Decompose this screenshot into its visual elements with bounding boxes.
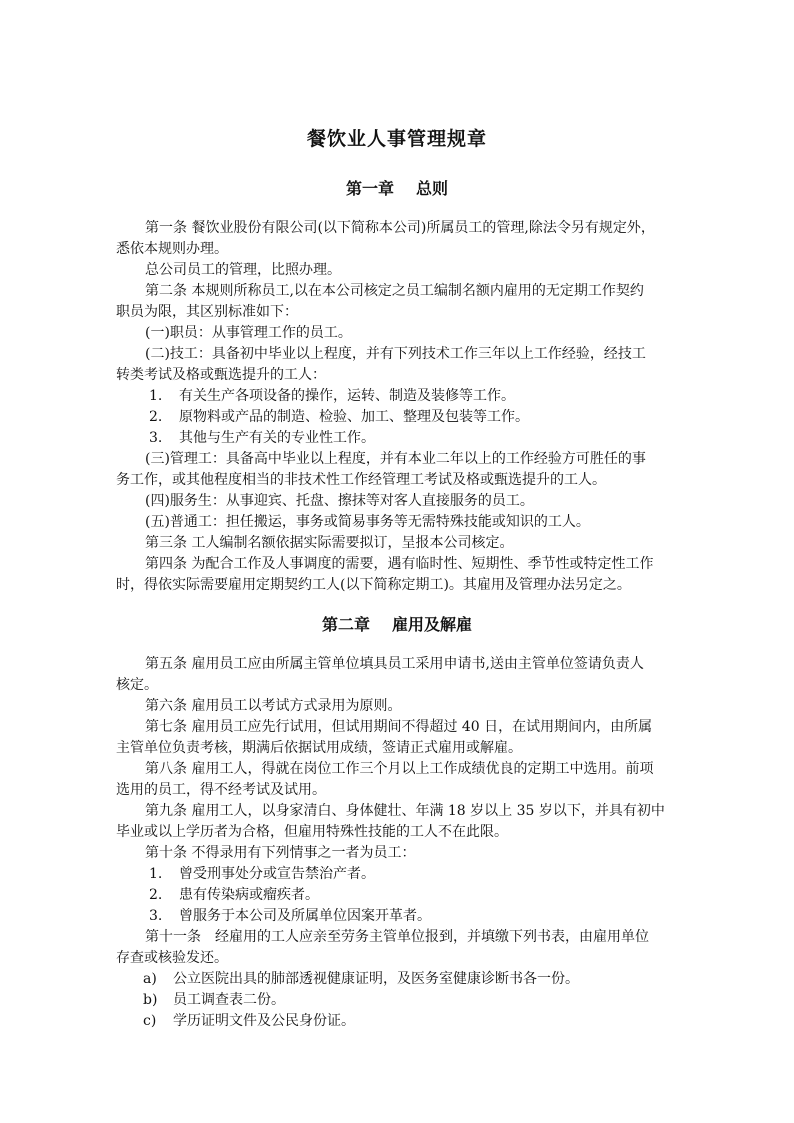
paragraph-line: (五)普通工：担任搬运，事务或简易事务等无需特殊技能或知识的工人。 bbox=[145, 514, 590, 530]
list-item-text: 其他与生产有关的专业性工作。 bbox=[179, 430, 375, 446]
paragraph-line: (二)技工：具备初中毕业以上程度，并有下列技术工作三年以上工作经验，经技工 bbox=[145, 346, 646, 362]
paragraph-line: 第三条 工人编制名额依据实际需要拟订，呈报本公司核定。 bbox=[145, 535, 514, 551]
paragraph-line: 务工作，或其他程度相当的非技术性工作经管理工考试及格或甄选提升的工人。 bbox=[116, 472, 606, 488]
paragraph-line: 存查或核验发还。 bbox=[116, 950, 228, 966]
list-item bbox=[116, 407, 722, 428]
list-number: 3. bbox=[149, 908, 163, 924]
paragraph-line: 第五条 雇用员工应由所属主管单位填具员工采用申请书,送由主管单位签请负责人 bbox=[145, 656, 644, 672]
list-number: 1. bbox=[149, 866, 163, 882]
list-item-text: 学历证明文件及公民身份证。 bbox=[173, 1013, 355, 1029]
list-item-text: 曾受刑事处分或宣告禁治产者。 bbox=[179, 866, 375, 882]
paragraph-line: 悉依本规则办理。 bbox=[116, 241, 228, 257]
chapter-1-name: 总则 bbox=[416, 179, 449, 198]
chapter-1-number: 第一章 bbox=[345, 179, 394, 198]
list-item bbox=[116, 906, 722, 927]
document-title: 餐饮业人事管理规章 bbox=[306, 128, 487, 150]
paragraph-line: 第六条 雇用员工以考试方式录用为原则。 bbox=[145, 698, 402, 714]
chapter-2-body bbox=[116, 654, 722, 1032]
paragraph-line: 毕业或以上学历者为合格，但雇用特殊性技能的工人不在此限。 bbox=[116, 824, 508, 840]
list-item-text: 公立医院出具的肺部透视健康证明，及医务室健康诊断书各一份。 bbox=[173, 971, 579, 987]
paragraph-line: 第七条 雇用员工应先行试用，但试用期间不得超过 40 日，在试用期间内，由所属 bbox=[145, 719, 653, 735]
paragraph-line: 核定。 bbox=[116, 677, 158, 693]
list-letter: c) bbox=[143, 1013, 157, 1029]
chapter-1-body bbox=[116, 218, 722, 596]
chapter-2-heading bbox=[0, 612, 794, 635]
list-item bbox=[116, 969, 722, 990]
paragraph-line: 选用的员工，得不经考试及试用。 bbox=[116, 782, 326, 798]
list-item bbox=[116, 428, 722, 449]
paragraph-line: 第二条 本规则所称员工,以在本公司核定之员工编制名额内雇用的无定期工作契约 bbox=[145, 283, 644, 299]
list-item bbox=[116, 885, 722, 906]
list-item bbox=[116, 386, 722, 407]
list-number: 3. bbox=[149, 430, 163, 446]
paragraph-line: 第九条 雇用工人，以身家清白、身体健壮、年满 18 岁以上 35 岁以下，并具有初中 bbox=[145, 803, 665, 819]
paragraph-line: (四)服务生：从事迎宾、托盘、擦抹等对客人直接服务的员工。 bbox=[145, 493, 534, 509]
paragraph-line: 第八条 雇用工人，得就在岗位工作三个月以上工作成绩优良的定期工中选用。前项 bbox=[145, 761, 654, 777]
list-item bbox=[116, 864, 722, 885]
paragraph-line: 时，得依实际需要雇用定期契约工人(以下简称定期工)。其雇用及管理办法另定之。 bbox=[116, 577, 631, 593]
list-item bbox=[116, 1011, 722, 1032]
chapter-1-heading bbox=[0, 176, 794, 199]
list-item-text: 有关生产各项设备的操作，运转、制造及装修等工作。 bbox=[179, 388, 515, 404]
list-number: 2. bbox=[149, 887, 163, 903]
list-item bbox=[116, 990, 722, 1011]
list-item-text: 曾服务于本公司及所属单位因案开革者。 bbox=[179, 908, 431, 924]
paragraph-line: (一)职员：从事管理工作的员工。 bbox=[145, 325, 352, 341]
list-letter: b) bbox=[143, 992, 158, 1008]
paragraph-line: 第十条 不得录用有下列情事之一者为员工： bbox=[145, 845, 416, 861]
chapter-2-number: 第二章 bbox=[321, 615, 370, 634]
paragraph-line: 主管单位负责考核，期满后依据试用成绩，签请正式雇用或解雇。 bbox=[116, 740, 522, 756]
list-item-text: 患有传染病或瘤疾者。 bbox=[179, 887, 319, 903]
paragraph-line: 总公司员工的管理，比照办理。 bbox=[145, 262, 341, 278]
list-number: 2. bbox=[149, 409, 163, 425]
list-letter: a) bbox=[143, 971, 157, 987]
paragraph-line: 转类考试及格或甄选提升的工人： bbox=[116, 367, 326, 383]
paragraph-line: 职员为限，其区别标准如下： bbox=[116, 304, 298, 320]
paragraph-line: 第十一条 经雇用的工人应亲至劳务主管单位报到，并填缴下列书表，由雇用单位 bbox=[145, 929, 649, 945]
list-number: 1. bbox=[149, 388, 163, 404]
list-item-text: 员工调查表二份。 bbox=[173, 992, 285, 1008]
paragraph-line: (三)管理工：具备高中毕业以上程度，并有本业二年以上的工作经验方可胜任的事 bbox=[145, 451, 646, 467]
paragraph-line: 第一条 餐饮业股份有限公司(以下简称本公司)所属员工的管理,除法令另有规定外， bbox=[145, 220, 655, 236]
paragraph-line: 第四条 为配合工作及人事调度的需要，遇有临时性、短期性、季节性或特定性工作 bbox=[145, 556, 654, 572]
chapter-2-name: 雇用及解雇 bbox=[392, 615, 473, 634]
list-item-text: 原物料或产品的制造、检验、加工、整理及包装等工作。 bbox=[179, 409, 529, 425]
